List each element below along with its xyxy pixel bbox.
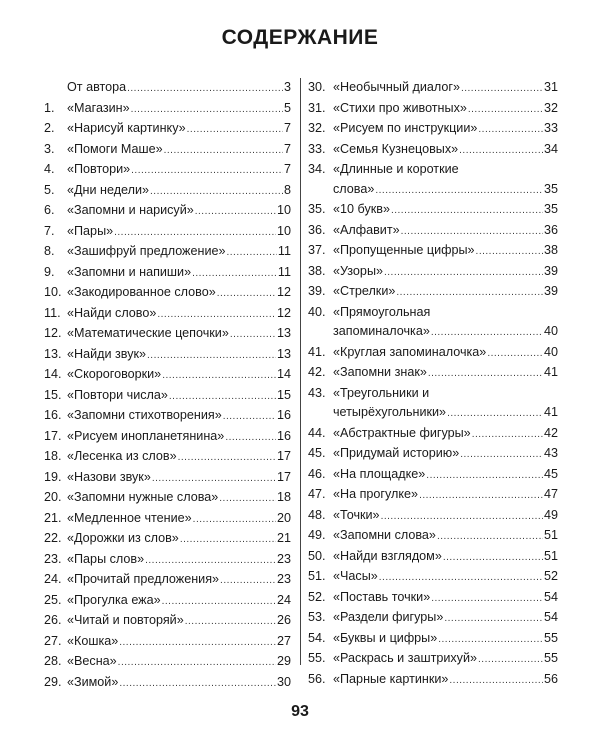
toc-entry-page: 3 <box>283 80 291 94</box>
toc-entry-number: 24. <box>44 572 62 586</box>
toc-entry-number: 40. <box>308 304 326 319</box>
toc-entry-page: 51 <box>543 528 558 542</box>
toc-entry-page: 41 <box>543 405 558 419</box>
toc-entry-title: «Запомни стихотворения» <box>67 408 222 422</box>
toc-entry-title: «Запомни нужные слова» <box>67 490 219 504</box>
toc-entry-number: 37. <box>308 243 326 257</box>
toc-entry <box>308 99 558 120</box>
toc-entry-page: 55 <box>543 630 558 645</box>
dot-leader <box>459 141 543 161</box>
toc-entry-title: четырёхугольники» <box>333 405 447 419</box>
toc-entry-title: «Абстрактные фигуры» <box>333 425 471 440</box>
toc-entry-title: «Раскрась и заштрихуй» <box>333 651 478 665</box>
dot-leader <box>428 364 543 384</box>
dot-leader <box>384 263 543 283</box>
toc-entry <box>44 529 291 550</box>
toc-entry-page: 7 <box>283 162 291 176</box>
toc-entry <box>308 343 558 364</box>
toc-entry-title-line1: «Прямоугольная <box>333 304 431 319</box>
toc-entry-page: 15 <box>276 387 291 402</box>
toc-entry-title: «Стрелки» <box>333 284 396 298</box>
toc-entry-title: «10 букв» <box>333 202 390 216</box>
toc-entry-title: «Запомни и нарисуй» <box>67 203 194 217</box>
toc-entry-title: «Кошка» <box>67 633 119 648</box>
toc-entry <box>44 283 291 304</box>
toc-entry-number: 32. <box>308 121 326 135</box>
dot-leader <box>381 507 543 527</box>
toc-entry-title: «Запомни знак» <box>333 365 427 379</box>
toc-entry <box>308 567 558 588</box>
dot-leader <box>461 79 543 99</box>
dot-leader <box>468 100 543 120</box>
dot-leader <box>164 141 283 161</box>
toc-entry-number: 13. <box>44 346 62 361</box>
dot-leader <box>437 527 543 547</box>
toc-entry <box>308 465 558 486</box>
toc-entry <box>44 99 291 120</box>
toc-entry-number: 41. <box>308 344 326 359</box>
toc-entry <box>44 591 291 612</box>
toc-entry-page: 38 <box>543 243 558 257</box>
dot-leader <box>150 182 283 202</box>
toc-entry <box>308 384 558 424</box>
toc-entry-page: 13 <box>276 326 291 340</box>
toc-column-right <box>308 78 558 690</box>
toc-entry-title: «На прогулке» <box>333 487 419 501</box>
toc-entry-page: 10 <box>276 223 291 238</box>
toc-entry-number <box>44 78 67 99</box>
toc-entry-number: 25. <box>44 592 62 607</box>
dot-leader <box>460 445 543 465</box>
toc-entry-page: 14 <box>276 367 291 381</box>
toc-entry-number: 48. <box>308 507 326 522</box>
toc-entry-title: «Точки» <box>333 507 380 522</box>
dot-leader <box>449 671 543 691</box>
toc-entry-number: 21. <box>44 510 62 525</box>
toc-entry-number: 52. <box>308 589 326 604</box>
toc-entry-title: «Скороговорки» <box>67 367 162 381</box>
toc-entry-page: 36 <box>543 222 558 237</box>
toc-entry <box>308 200 558 221</box>
dot-leader <box>375 181 543 201</box>
toc-entry-number: 18. <box>44 449 62 463</box>
toc-entry-page: 33 <box>543 121 558 135</box>
toc-entry-number: 29. <box>44 674 62 689</box>
dot-leader <box>119 674 276 694</box>
toc-entry <box>308 303 558 343</box>
toc-entry-number: 53. <box>308 610 326 624</box>
toc-entry <box>44 673 291 694</box>
toc-entry-number: 8. <box>44 244 55 258</box>
toc-entry-page: 13 <box>276 346 291 361</box>
toc-entry-title: «Пропущенные цифры» <box>333 243 475 257</box>
dot-leader <box>162 592 276 612</box>
dot-leader <box>472 425 543 445</box>
toc-entry <box>308 506 558 527</box>
toc-entry-page: 30 <box>276 674 291 689</box>
dot-leader <box>444 609 543 629</box>
dot-leader <box>178 448 276 468</box>
toc-entry-number: 46. <box>308 466 326 481</box>
dot-leader <box>478 650 543 670</box>
toc-entry-number: 12. <box>44 326 62 340</box>
toc-entry-title: «Парные картинки» <box>333 671 449 686</box>
toc-entry-title: слова» <box>333 181 375 196</box>
toc-entry-number: 11. <box>44 305 61 320</box>
toc-entry-title-line1: «Длинные и короткие <box>333 162 459 176</box>
toc-entry-page: 23 <box>276 551 291 566</box>
dot-leader <box>152 469 276 489</box>
toc-entry-page: 12 <box>276 285 291 299</box>
toc-entry <box>308 119 558 140</box>
toc-entry <box>44 181 291 202</box>
toc-entry-number: 28. <box>44 654 62 668</box>
toc-entry <box>308 444 558 465</box>
dot-leader <box>118 653 276 673</box>
dot-leader <box>447 404 543 424</box>
toc-entry-page: 10 <box>276 203 291 217</box>
toc-entry <box>44 119 291 140</box>
toc-entry <box>44 509 291 530</box>
toc-entry-number: 50. <box>308 548 326 563</box>
toc-entry-page: 39 <box>543 284 558 298</box>
toc-entry-page: 54 <box>543 589 558 604</box>
toc-entry-title: «Буквы и цифры» <box>333 630 438 645</box>
toc-entry-page: 20 <box>276 510 291 525</box>
page-title: СОДЕРЖАНИЕ <box>221 26 379 49</box>
toc-entry-page: 35 <box>543 181 558 196</box>
toc-entry-number: 17. <box>44 428 62 443</box>
toc-entry-title: «Алфавит» <box>333 222 400 237</box>
toc-entry-number: 42. <box>308 365 326 379</box>
toc-entry <box>44 632 291 653</box>
toc-entry <box>44 652 291 673</box>
toc-entry-number: 55. <box>308 651 326 665</box>
toc-entry-page: 52 <box>543 569 558 583</box>
dot-leader <box>431 323 543 343</box>
toc-entry-page: 18 <box>276 490 291 504</box>
dot-leader <box>391 201 543 221</box>
toc-entry <box>308 262 558 283</box>
toc-entry-page: 49 <box>543 507 558 522</box>
toc-entry <box>44 406 291 427</box>
toc-entry-title: «Поставь точки» <box>333 589 431 604</box>
toc-entry-title: «Математические цепочки» <box>67 326 229 340</box>
toc-entry-title: «Рисуем по инструкции» <box>333 121 478 135</box>
toc-entry <box>44 304 291 325</box>
toc-entry-title: «Весна» <box>67 654 117 668</box>
toc-entry-number: 16. <box>44 408 62 422</box>
toc-entry-number: 38. <box>308 263 326 278</box>
dot-leader <box>443 548 543 568</box>
toc-entry-number: 5. <box>44 182 55 197</box>
dot-leader <box>114 223 276 243</box>
toc-entry-number: 15. <box>44 387 62 402</box>
toc-entry <box>44 140 291 161</box>
page-number: 93 <box>291 703 309 720</box>
dot-leader <box>396 283 543 303</box>
toc-entry-title: «Зимой» <box>67 674 119 689</box>
toc-entry-page: 24 <box>276 592 291 607</box>
toc-entry-title: «Повтори» <box>67 162 131 176</box>
toc-entry-page: 16 <box>276 408 291 422</box>
toc-entry-title: «Пары» <box>67 223 114 238</box>
toc-entry-page: 7 <box>283 141 291 156</box>
dot-leader <box>401 222 543 242</box>
toc-entry-page: 17 <box>276 469 291 484</box>
toc-entry-page: 26 <box>276 613 291 627</box>
toc-entry <box>308 363 558 384</box>
toc-entry-number: 14. <box>44 367 62 381</box>
toc-entry-number: 6. <box>44 203 55 217</box>
dot-leader <box>195 202 276 222</box>
toc-entry-number: 23. <box>44 551 62 566</box>
toc-entry-title: «Нарисуй картинку» <box>67 121 186 135</box>
toc-entry-title: «Пары слов» <box>67 551 145 566</box>
toc-entry-page: 40 <box>543 324 558 338</box>
dot-leader <box>219 489 276 509</box>
toc-entry-page: 35 <box>543 202 558 216</box>
dot-leader <box>419 486 543 506</box>
dot-leader <box>220 571 276 591</box>
toc-entry-title: «Придумай историю» <box>333 446 460 460</box>
toc-entry-number: 27. <box>44 633 62 648</box>
dot-leader <box>187 120 283 140</box>
toc-entry-title: «Запомни слова» <box>333 528 436 542</box>
dot-leader <box>225 428 276 448</box>
toc-entry-page: 40 <box>543 344 558 359</box>
toc-entry-page: 17 <box>276 449 291 463</box>
toc-entry-page: 34 <box>543 141 558 156</box>
toc-entry-title: «Стихи про животных» <box>333 100 467 115</box>
toc-entry-page: 12 <box>276 305 291 320</box>
toc-entry <box>308 629 558 650</box>
toc-entry-page: 8 <box>283 182 291 197</box>
toc-entry-page: 56 <box>543 671 558 686</box>
toc-entry <box>44 263 291 284</box>
toc-entry-title: «Найди слово» <box>67 305 157 320</box>
dot-leader <box>227 243 277 263</box>
toc-entry-page: 11 <box>277 264 291 279</box>
toc-entry <box>44 365 291 386</box>
toc-entry-title: «Найди взглядом» <box>333 548 442 563</box>
toc-entry <box>44 78 291 99</box>
toc-entry-number: 33. <box>308 141 326 156</box>
toc-entry-page: 29 <box>276 654 291 668</box>
toc-entry-number: 39. <box>308 284 326 298</box>
dot-leader <box>476 242 543 262</box>
toc-entry-title: запоминалочка» <box>333 324 430 338</box>
dot-leader <box>131 161 283 181</box>
dot-leader <box>193 510 276 530</box>
dot-leader <box>119 633 276 653</box>
dot-leader <box>127 79 283 99</box>
toc-entry-title: «Медленное чтение» <box>67 510 192 525</box>
toc-entry <box>308 221 558 242</box>
toc-entry-title: «Найди звук» <box>67 346 147 361</box>
toc-entry <box>44 345 291 366</box>
toc-entry-title: «На площадке» <box>333 466 426 481</box>
toc-entry-number: 36. <box>308 222 326 237</box>
toc-entry-number: 10. <box>44 285 62 299</box>
toc-entry-title: «Часы» <box>333 569 378 583</box>
toc-entry-title: «Закодированное слово» <box>67 285 216 299</box>
dot-leader <box>230 325 276 345</box>
toc-entry-title: От автора <box>67 80 127 94</box>
toc-entry <box>308 241 558 262</box>
dot-leader <box>157 305 276 325</box>
toc-entry-title: «Круглая запоминалочка» <box>333 344 487 359</box>
column-divider <box>300 78 301 665</box>
toc-entry-page: 16 <box>276 428 291 443</box>
dot-leader <box>185 612 276 632</box>
toc-entry <box>44 447 291 468</box>
toc-entry <box>308 526 558 547</box>
toc-entry-title: «Дни недели» <box>67 182 150 197</box>
toc-entry <box>44 427 291 448</box>
toc-entry-title: «Прочитай предложения» <box>67 572 220 586</box>
toc-entry <box>44 160 291 181</box>
toc-entry-page: 31 <box>543 80 558 94</box>
toc-entry-title: «Магазин» <box>67 100 130 115</box>
toc-entry-title: «Необычный диалог» <box>333 80 460 94</box>
toc-entry-page: 51 <box>543 548 558 563</box>
toc-entry <box>308 588 558 609</box>
toc-entry-number: 4. <box>44 162 55 176</box>
toc-entry <box>44 570 291 591</box>
toc-entry <box>44 488 291 509</box>
toc-entry-page: 27 <box>276 633 291 648</box>
toc-entry-page: 39 <box>543 263 558 278</box>
toc-entry-title: «Зашифруй предложение» <box>67 244 226 258</box>
toc-entry-title: «Лесенка из слов» <box>67 449 177 463</box>
dot-leader <box>217 284 276 304</box>
toc-entry-title: «Дорожки из слов» <box>67 531 179 545</box>
toc-entry-number: 51. <box>308 569 326 583</box>
toc-entry-page: 32 <box>543 100 558 115</box>
dot-leader <box>147 346 276 366</box>
toc-entry-number: 35. <box>308 202 326 216</box>
toc-entry-number: 44. <box>308 425 326 440</box>
toc-entry-page: 42 <box>543 425 558 440</box>
toc-entry-number: 30. <box>308 80 326 94</box>
toc-entry <box>308 282 558 303</box>
toc-entry <box>308 78 558 99</box>
toc-entry-page: 11 <box>277 244 291 258</box>
dot-leader <box>192 264 277 284</box>
toc-entry-page: 23 <box>276 572 291 586</box>
dot-leader <box>223 407 276 427</box>
toc-entry-title: «Запомни и напиши» <box>67 264 192 279</box>
toc-entry-title: «Повтори числа» <box>67 387 168 402</box>
toc-entry <box>308 140 558 161</box>
dot-leader <box>180 530 276 550</box>
toc-entry <box>308 547 558 568</box>
dot-leader <box>162 366 276 386</box>
toc-entry-number: 45. <box>308 446 326 460</box>
toc-entry-number: 56. <box>308 671 326 686</box>
toc-entry-number: 19. <box>44 469 62 484</box>
toc-entry-page: 55 <box>543 651 558 665</box>
toc-entry <box>308 670 558 691</box>
dot-leader <box>478 120 543 140</box>
dot-leader <box>379 568 543 588</box>
toc-entry-page: 45 <box>543 466 558 481</box>
toc-entry-number: 20. <box>44 490 62 504</box>
toc-entry-page: 5 <box>283 100 291 115</box>
toc-entry <box>44 242 291 263</box>
toc-entry-number: 49. <box>308 528 326 542</box>
toc-entry-title: «Читай и повторяй» <box>67 613 184 627</box>
toc-entry-title-line1: «Треугольники и <box>333 385 430 400</box>
toc-entry-number: 22. <box>44 531 62 545</box>
toc-entry <box>308 485 558 506</box>
toc-entry-number: 3. <box>44 141 55 156</box>
toc-entry-title: «Рисуем инопланетянина» <box>67 428 225 443</box>
toc-entry-number: 26. <box>44 613 62 627</box>
toc-entry <box>44 550 291 571</box>
toc-entry <box>308 608 558 629</box>
toc-entry-title: «Раздели фигуры» <box>333 610 444 624</box>
toc-entry <box>308 424 558 445</box>
toc-entry <box>44 611 291 632</box>
toc-entry-number: 31. <box>308 100 326 115</box>
toc-entry-number: 1. <box>44 100 55 115</box>
toc-entry-title: «Узоры» <box>333 263 383 278</box>
toc-entry-page: 54 <box>543 610 558 624</box>
toc-entry-title: «Прогулка ежа» <box>67 592 161 607</box>
toc-entry-title: «Помоги Маше» <box>67 141 163 156</box>
toc-entry-page: 7 <box>283 121 291 135</box>
dot-leader <box>169 387 276 407</box>
toc-entry-number: 43. <box>308 385 326 400</box>
toc-column-left <box>44 78 291 693</box>
toc-entry <box>44 386 291 407</box>
dot-leader <box>438 630 543 650</box>
dot-leader <box>145 551 276 571</box>
toc-entry <box>308 160 558 200</box>
toc-entry-title: «Назови звук» <box>67 469 151 484</box>
toc-entry <box>44 201 291 222</box>
toc-entry-number: 54. <box>308 630 326 645</box>
toc-entry-number: 34. <box>308 162 326 176</box>
dot-leader <box>487 344 543 364</box>
dot-leader <box>131 100 283 120</box>
toc-entry-page: 47 <box>543 487 558 501</box>
toc-entry-number: 2. <box>44 121 55 135</box>
toc-entry-page: 21 <box>276 531 291 545</box>
toc-entry-number: 9. <box>44 264 55 279</box>
toc-entry <box>44 324 291 345</box>
toc-entry <box>44 222 291 243</box>
toc-entry-number: 47. <box>308 487 326 501</box>
toc-entry-page: 41 <box>543 365 558 379</box>
toc-entry <box>308 649 558 670</box>
toc-entry-page: 43 <box>543 446 558 460</box>
toc-entry-title: «Семья Кузнецовых» <box>333 141 459 156</box>
dot-leader <box>426 466 543 486</box>
toc-entry <box>44 468 291 489</box>
toc-entry-number: 7. <box>44 223 55 238</box>
dot-leader <box>431 589 543 609</box>
